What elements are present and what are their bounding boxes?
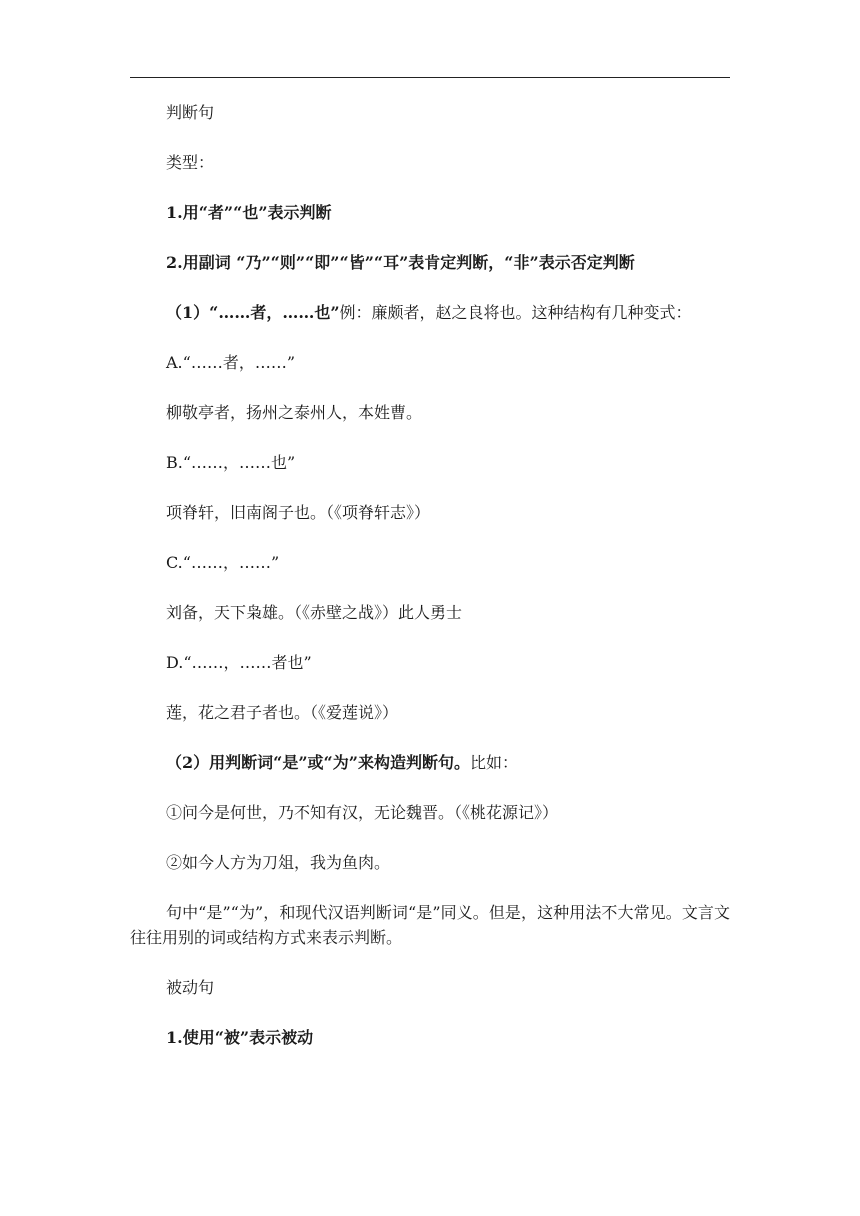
passive-type-1: 1.使用“被”表示被动 xyxy=(166,1028,314,1047)
example-1: ①问今是何世，乃不知有汉，无论魏晋。（《桃花源记》） xyxy=(166,803,559,822)
variant-d: D.“……，……者也” xyxy=(166,653,312,672)
document-body xyxy=(130,100,730,1075)
explanation-paragraph: 句中“是”“为”，和现代汉语判断词“是”同义。但是，这种用法不大常见。文言文往往用别的词或结构方式来表示判断。 xyxy=(130,903,730,947)
variant-c: C.“……，……” xyxy=(166,553,280,572)
type-1: 1.用“者”“也”表示判断 xyxy=(166,203,332,222)
subtype-2-suffix: 比如： xyxy=(469,753,518,772)
subtype-2-title: （2）用判断词“是”或“为”来构造判断句。 xyxy=(166,753,470,772)
variant-c-example: 刘备，天下枭雄。（《赤壁之战》）此人勇士 xyxy=(166,603,463,622)
variant-b: B.“……，……也” xyxy=(166,453,296,472)
variant-a-example: 柳敬亭者，扬州之泰州人，本姓曹。 xyxy=(166,403,423,422)
subtype-2 xyxy=(130,750,730,775)
variant-b-example: 项脊轩，旧南阁子也。（《项脊轩志》） xyxy=(166,503,431,522)
type-2: 2.用副词 “乃”“则”“即”“皆”“耳”表肯定判断，“非”表示否定判断 xyxy=(166,253,635,272)
subtype-1 xyxy=(130,300,730,325)
variant-a: A.“……者，……” xyxy=(166,353,296,372)
subtype-1-example: 例：廉颇者，赵之良将也。这种结构有几种变式： xyxy=(339,303,692,322)
section-heading-judgment: 判断句 xyxy=(166,103,215,122)
section-heading-passive: 被动句 xyxy=(166,978,215,997)
types-label: 类型： xyxy=(166,153,215,172)
subtype-1-title: （1）“……者，……也” xyxy=(166,303,340,322)
example-2: ②如今人方为刀俎，我为鱼肉。 xyxy=(166,853,391,872)
variant-d-example: 莲，花之君子者也。（《爱莲说》） xyxy=(166,703,399,722)
header-rule xyxy=(130,77,730,78)
